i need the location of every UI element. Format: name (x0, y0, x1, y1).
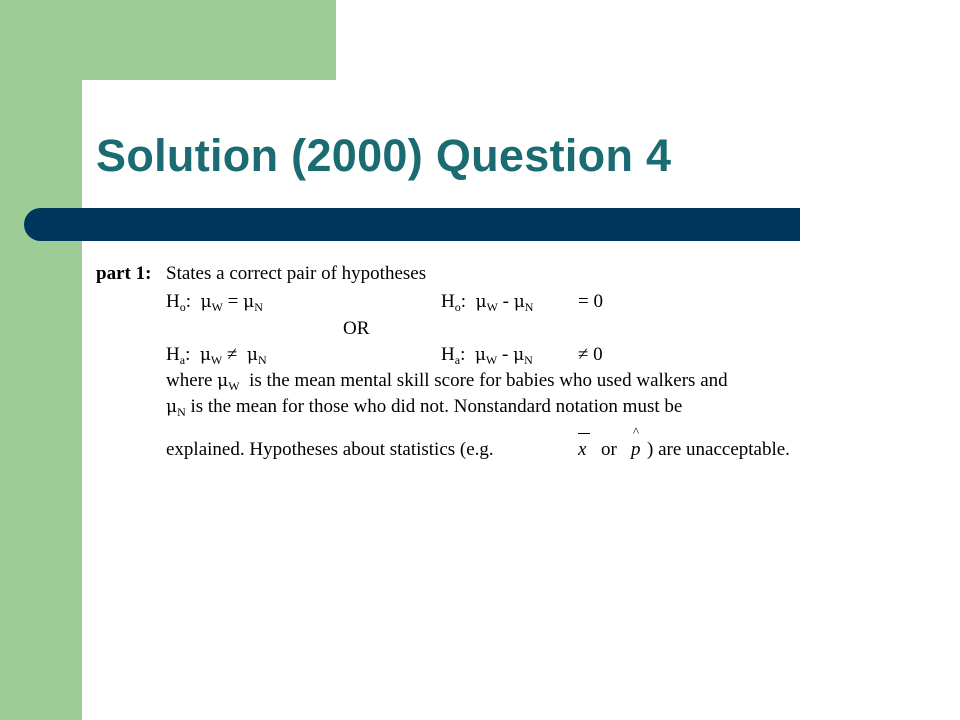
definition-line-2: $\mu_N$ is the mean for those who did not. Nonstandard notation must be (166, 396, 683, 419)
p-hat-symbol: p (631, 439, 641, 460)
x-bar-overline (578, 433, 590, 434)
alternative-hypothesis-rhs: ≠ 0 (578, 344, 603, 365)
x-bar-symbol: x (578, 439, 587, 460)
part-label: part 1: (96, 263, 152, 284)
null-hypothesis-rhs: = 0 (578, 291, 603, 312)
null-hypothesis-left: $H_o$: $\mu_W = \mu_N$ (166, 291, 263, 314)
null-hypothesis-right: $H_o$: $\mu_W - \mu_N$ (441, 291, 534, 314)
alternative-hypothesis-right: $H_a$: $\mu_W - \mu_N$ (441, 344, 533, 367)
explanation-text: explained. Hypotheses about statistics (e.g. (166, 439, 494, 460)
slide-title: Solution (2000) Question 4 (96, 130, 672, 181)
p-hat-caret: ^ (633, 424, 640, 439)
alternative-hypothesis-left: $H_a$: $\mu_W \ne \mu_N$ (166, 344, 267, 367)
unacceptable-text: ) are unacceptable. (647, 439, 790, 460)
or-word: or (601, 439, 617, 460)
lead-text: States a correct pair of hypotheses (166, 263, 427, 284)
or-label: OR (343, 318, 370, 339)
definition-line-1: where $\mu_W$ is the mean mental skill score for babies who used walkers and (166, 370, 728, 393)
